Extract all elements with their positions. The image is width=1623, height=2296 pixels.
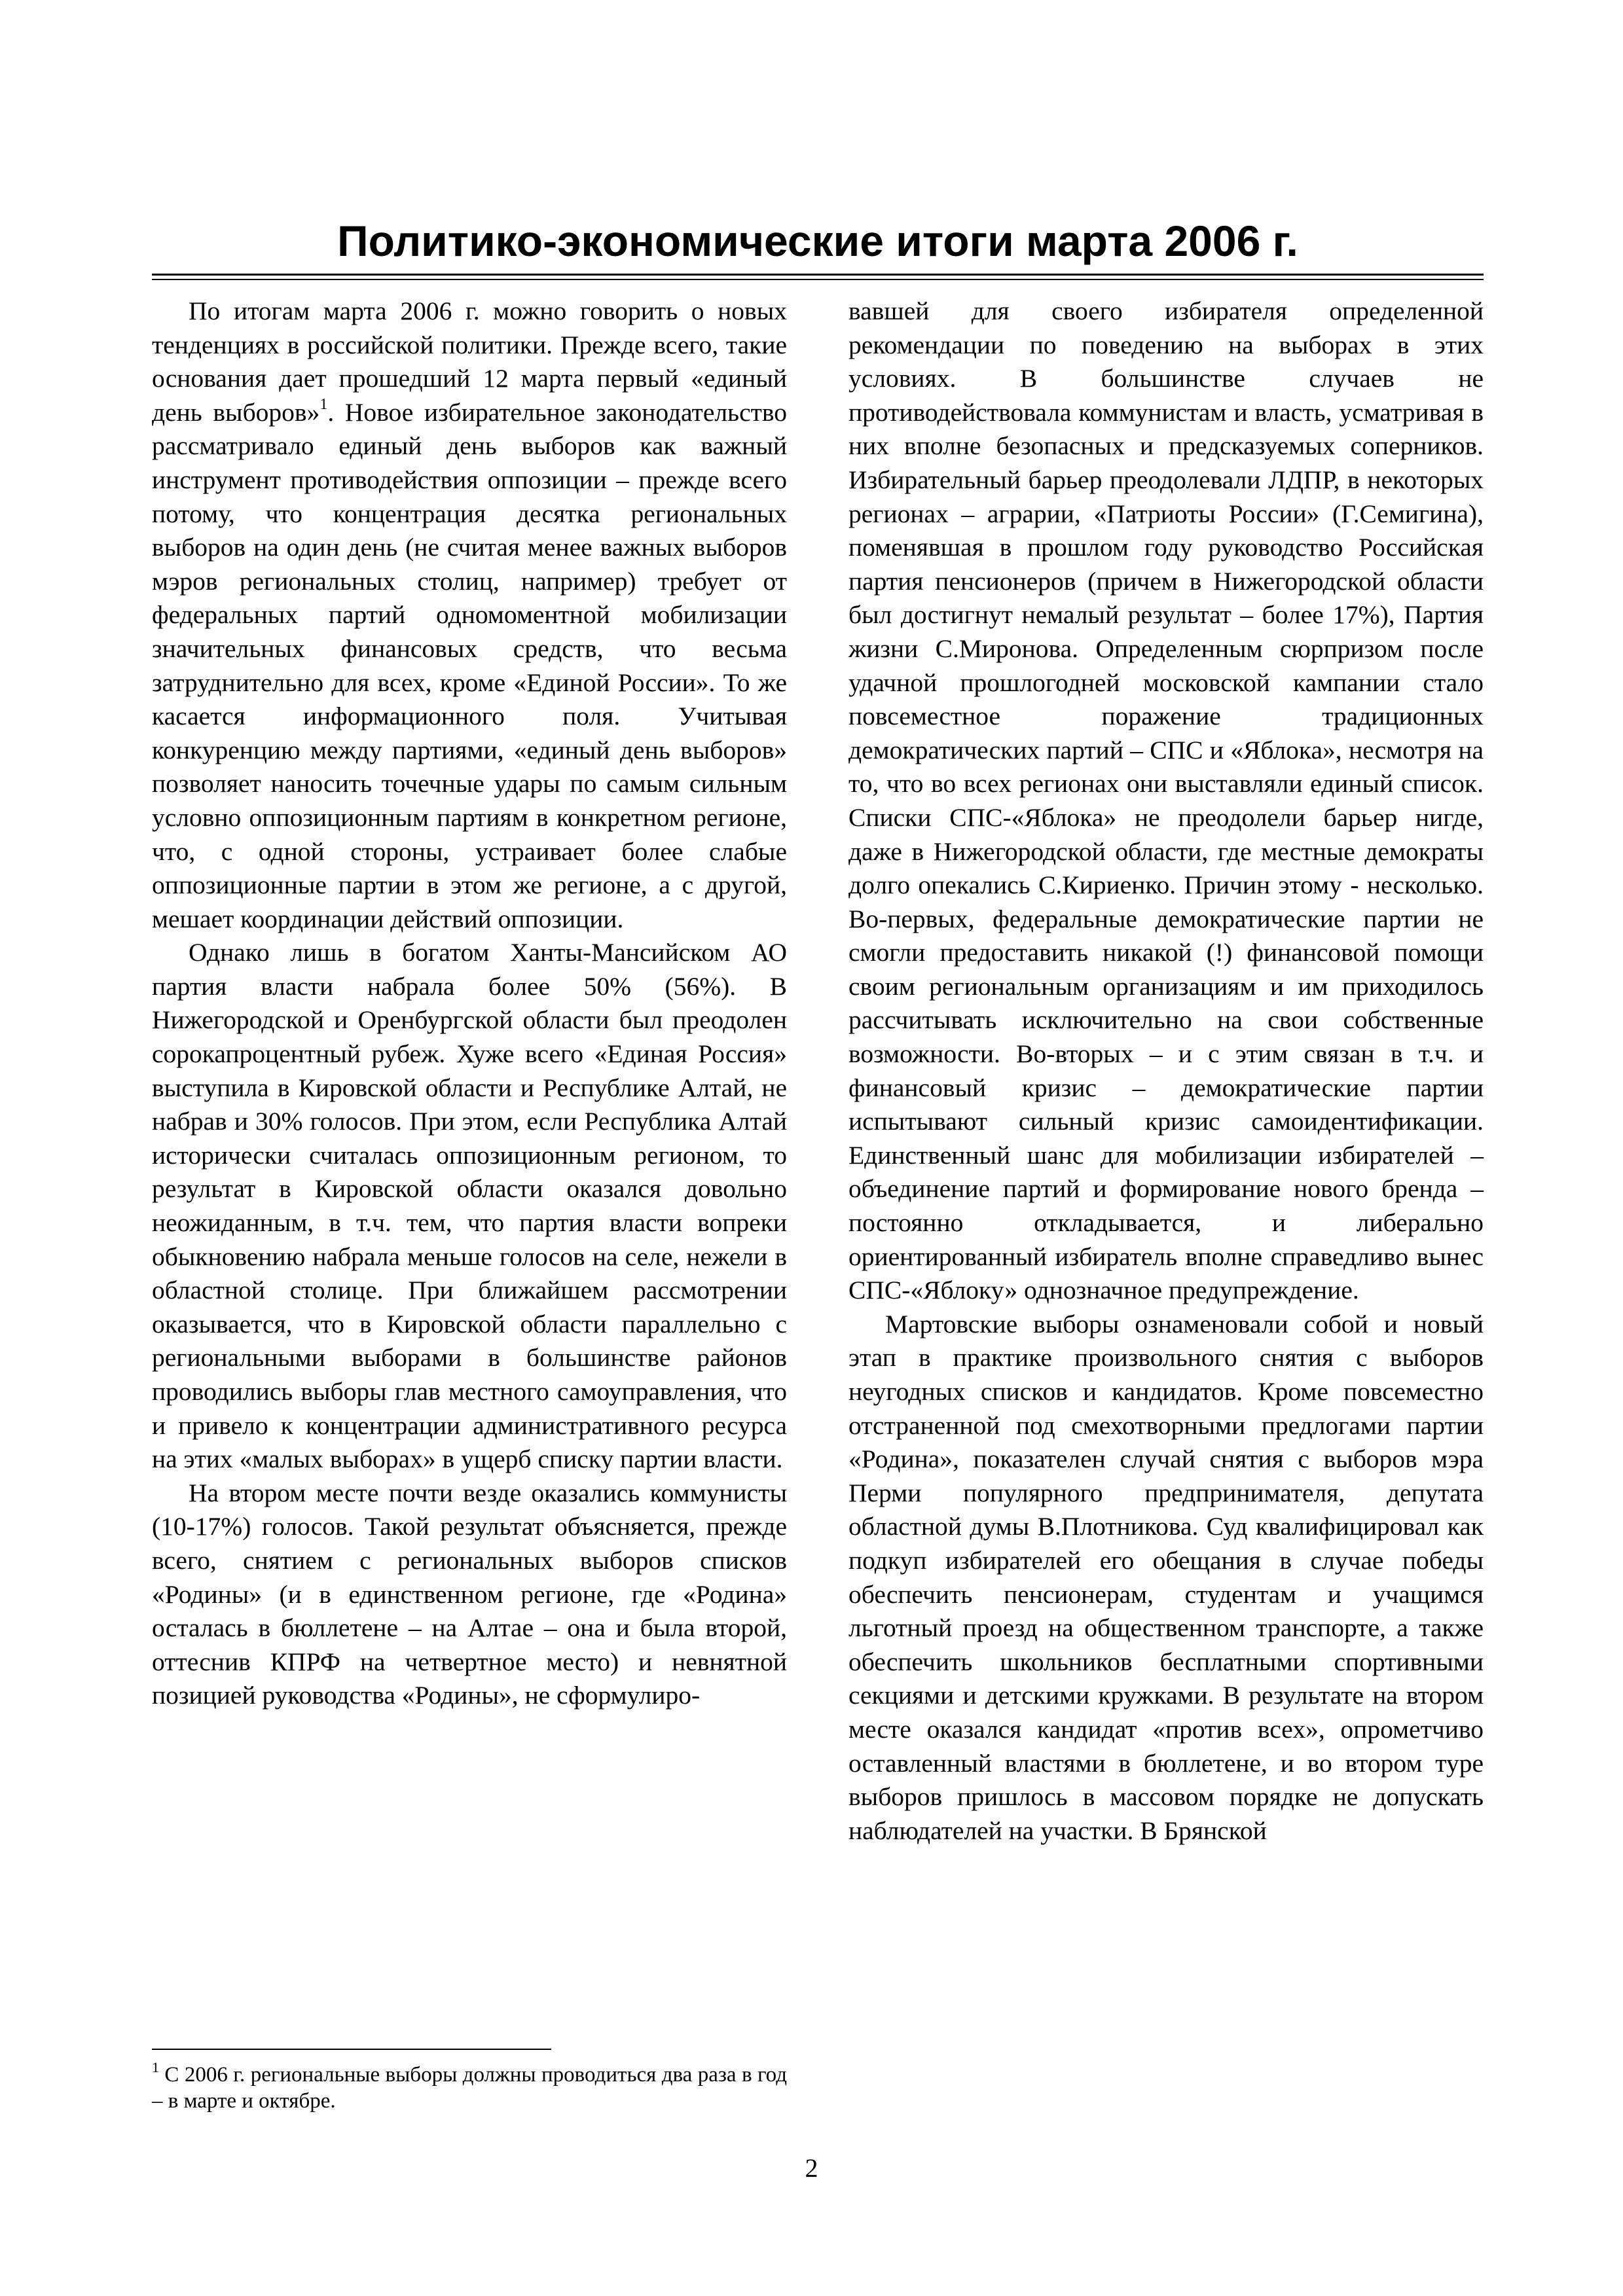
footnote-separator (152, 2049, 551, 2050)
footnote-reference: 1 (319, 395, 328, 413)
left-column (152, 295, 787, 1713)
page-title: Политико-экономические итоги марта 2006 г. (337, 217, 1298, 265)
paragraph: Мартовские выборы ознаменовали собой и новый этап в практике произвольного снятия с выборов неугодных списков и кандидатов. Кроме повсеместно отстраненной под смехотворными предлогами партии «Родина», показателен случай снятия с выборов мэра Перми популярного предпринимателя, депутата областной думы В.Плотникова. Суд квалифицировал как подкуп избирателей его обещания в случае победы обеспечить пенсионерам, студентам и учащимся льготный проезд на общественном транспорте, а также обеспечить школьников бесплатными спортивными секциями и детскими кружками. В результате на втором месте оказался кандидат «против всех», опрометчиво оставленный властями в бюллетене, и во втором туре выборов пришлось в массовом порядке не допускать наблюдателей на участки. В Брянской (848, 1309, 1484, 1845)
paragraph: По итогам марта 2006 г. можно говорить о новых тенденциях в российской политики. Прежде всего, такие основания дает прошедший 12 марта первый «единый день выборов»$^1$. Новое избирательное законодательство рассматривало единый день выборов как важный инструмент противодействия оппозиции – прежде всего потому, что концентрация десятка региональных выборов на один день (не считая менее важных выборов мэров региональных столиц, например) требует от федеральных партий одномоментной мобилизации значительных финансовых средств, что весьма затруднительно для всех, кроме «Единой России». То же касается информационного поля. Учитывая конкуренцию между партиями, «единый день выборов» позволяет наносить точечные удары по самым сильным условно оппозиционным партиям в конкретном регионе, что, с одной стороны, устраивает более слабые оппозиционные партии в этом же регионе, а с другой, мешает координации действий оппозиции. (152, 296, 787, 933)
paragraph: Однако лишь в богатом Ханты-Мансийском АО партия власти набрала более 50% (56%). В Нижегородской и Оренбургской области был преодолен сорокапроцентный рубеж. Хуже всего «Единая Россия» выступила в Кировской области и Республике Алтай, не набрав и 30% голосов. При этом, если Республика Алтай исторически считалась оппозиционным регионом, то результат в Кировской области оказался довольно неожиданным, в т.ч. тем, что партия власти вопреки обыкновению набрала меньше голосов на селе, нежели в областной столице. При ближайшем рассмотрении оказывается, что в Кировской области параллельно с региональными выборами в большинстве районов проводились выборы глав местного самоуправления, что и привело к концентрации административного ресурса на этих «малых выборах» в ущерб списку партии власти. (152, 938, 787, 1474)
right-column (848, 295, 1484, 1848)
paragraph: На втором месте почти везде оказались коммунисты (10-17%) голосов. Такой результат объясняется, прежде всего, снятием с региональных выборов списков «Родины» (и в единственном регионе, где «Родина» осталась в бюллетене – на Алтае – она и была второй, оттеснив КПРФ на четвертное место) и невнятной позицией руководства «Родины», не сформулиро- (152, 1478, 787, 1710)
title-underline (152, 274, 1484, 280)
paragraph: вавшей для своего избирателя определенной рекомендации по поведению на выборах в этих условиях. В большинстве случаев не противодействовала коммунистам и власть, усматривая в них вполне безопасных и предсказуемых соперников. Избирательный барьер преодолевали ЛДПР, в некоторых регионах – аграрии, «Патриоты России» (Г.Семигина), поменявшая в прошлом году руководство Российская партия пенсионеров (причем в Нижегородской области был достигнут немалый результат – более 17%), Партия жизни С.Миронова. Определенным сюрпризом после удачной прошлогодней московской кампании стало повсеместное поражение традиционных демократических партий – СПС и «Яблока», несмотря на то, что во всех регионах они выставляли единый список. Списки СПС-«Яблока» не преодолели барьер нигде, даже в Нижегородской области, где местные демократы долго опекались С.Кириенко. Причин этому - несколько. Во-первых, федеральные демократические партии не смогли предоставить никакой (!) финансовой помощи своим региональным организациям и им приходилось рассчитывать исключительно на свои собственные возможности. Во-вторых – и с этим связан в т.ч. и финансовый кризис – демократические партии испытывают сильный кризис самоидентификации. Единственный шанс для мобилизации избирателей – объединение партий и формирование нового бренда – постоянно откладывается, и либерально ориентированный избиратель вполне справедливо вынес СПС-«Яблоку» однозначное предупреждение. (848, 296, 1484, 1305)
footnote (152, 2059, 787, 2114)
footnote-number: 1 (152, 2059, 159, 2075)
footnote-text: С 2006 г. региональные выборы должны проводиться два раза в год – в марте и октябре. (152, 2063, 787, 2113)
page-number: 2 (805, 2153, 818, 2183)
